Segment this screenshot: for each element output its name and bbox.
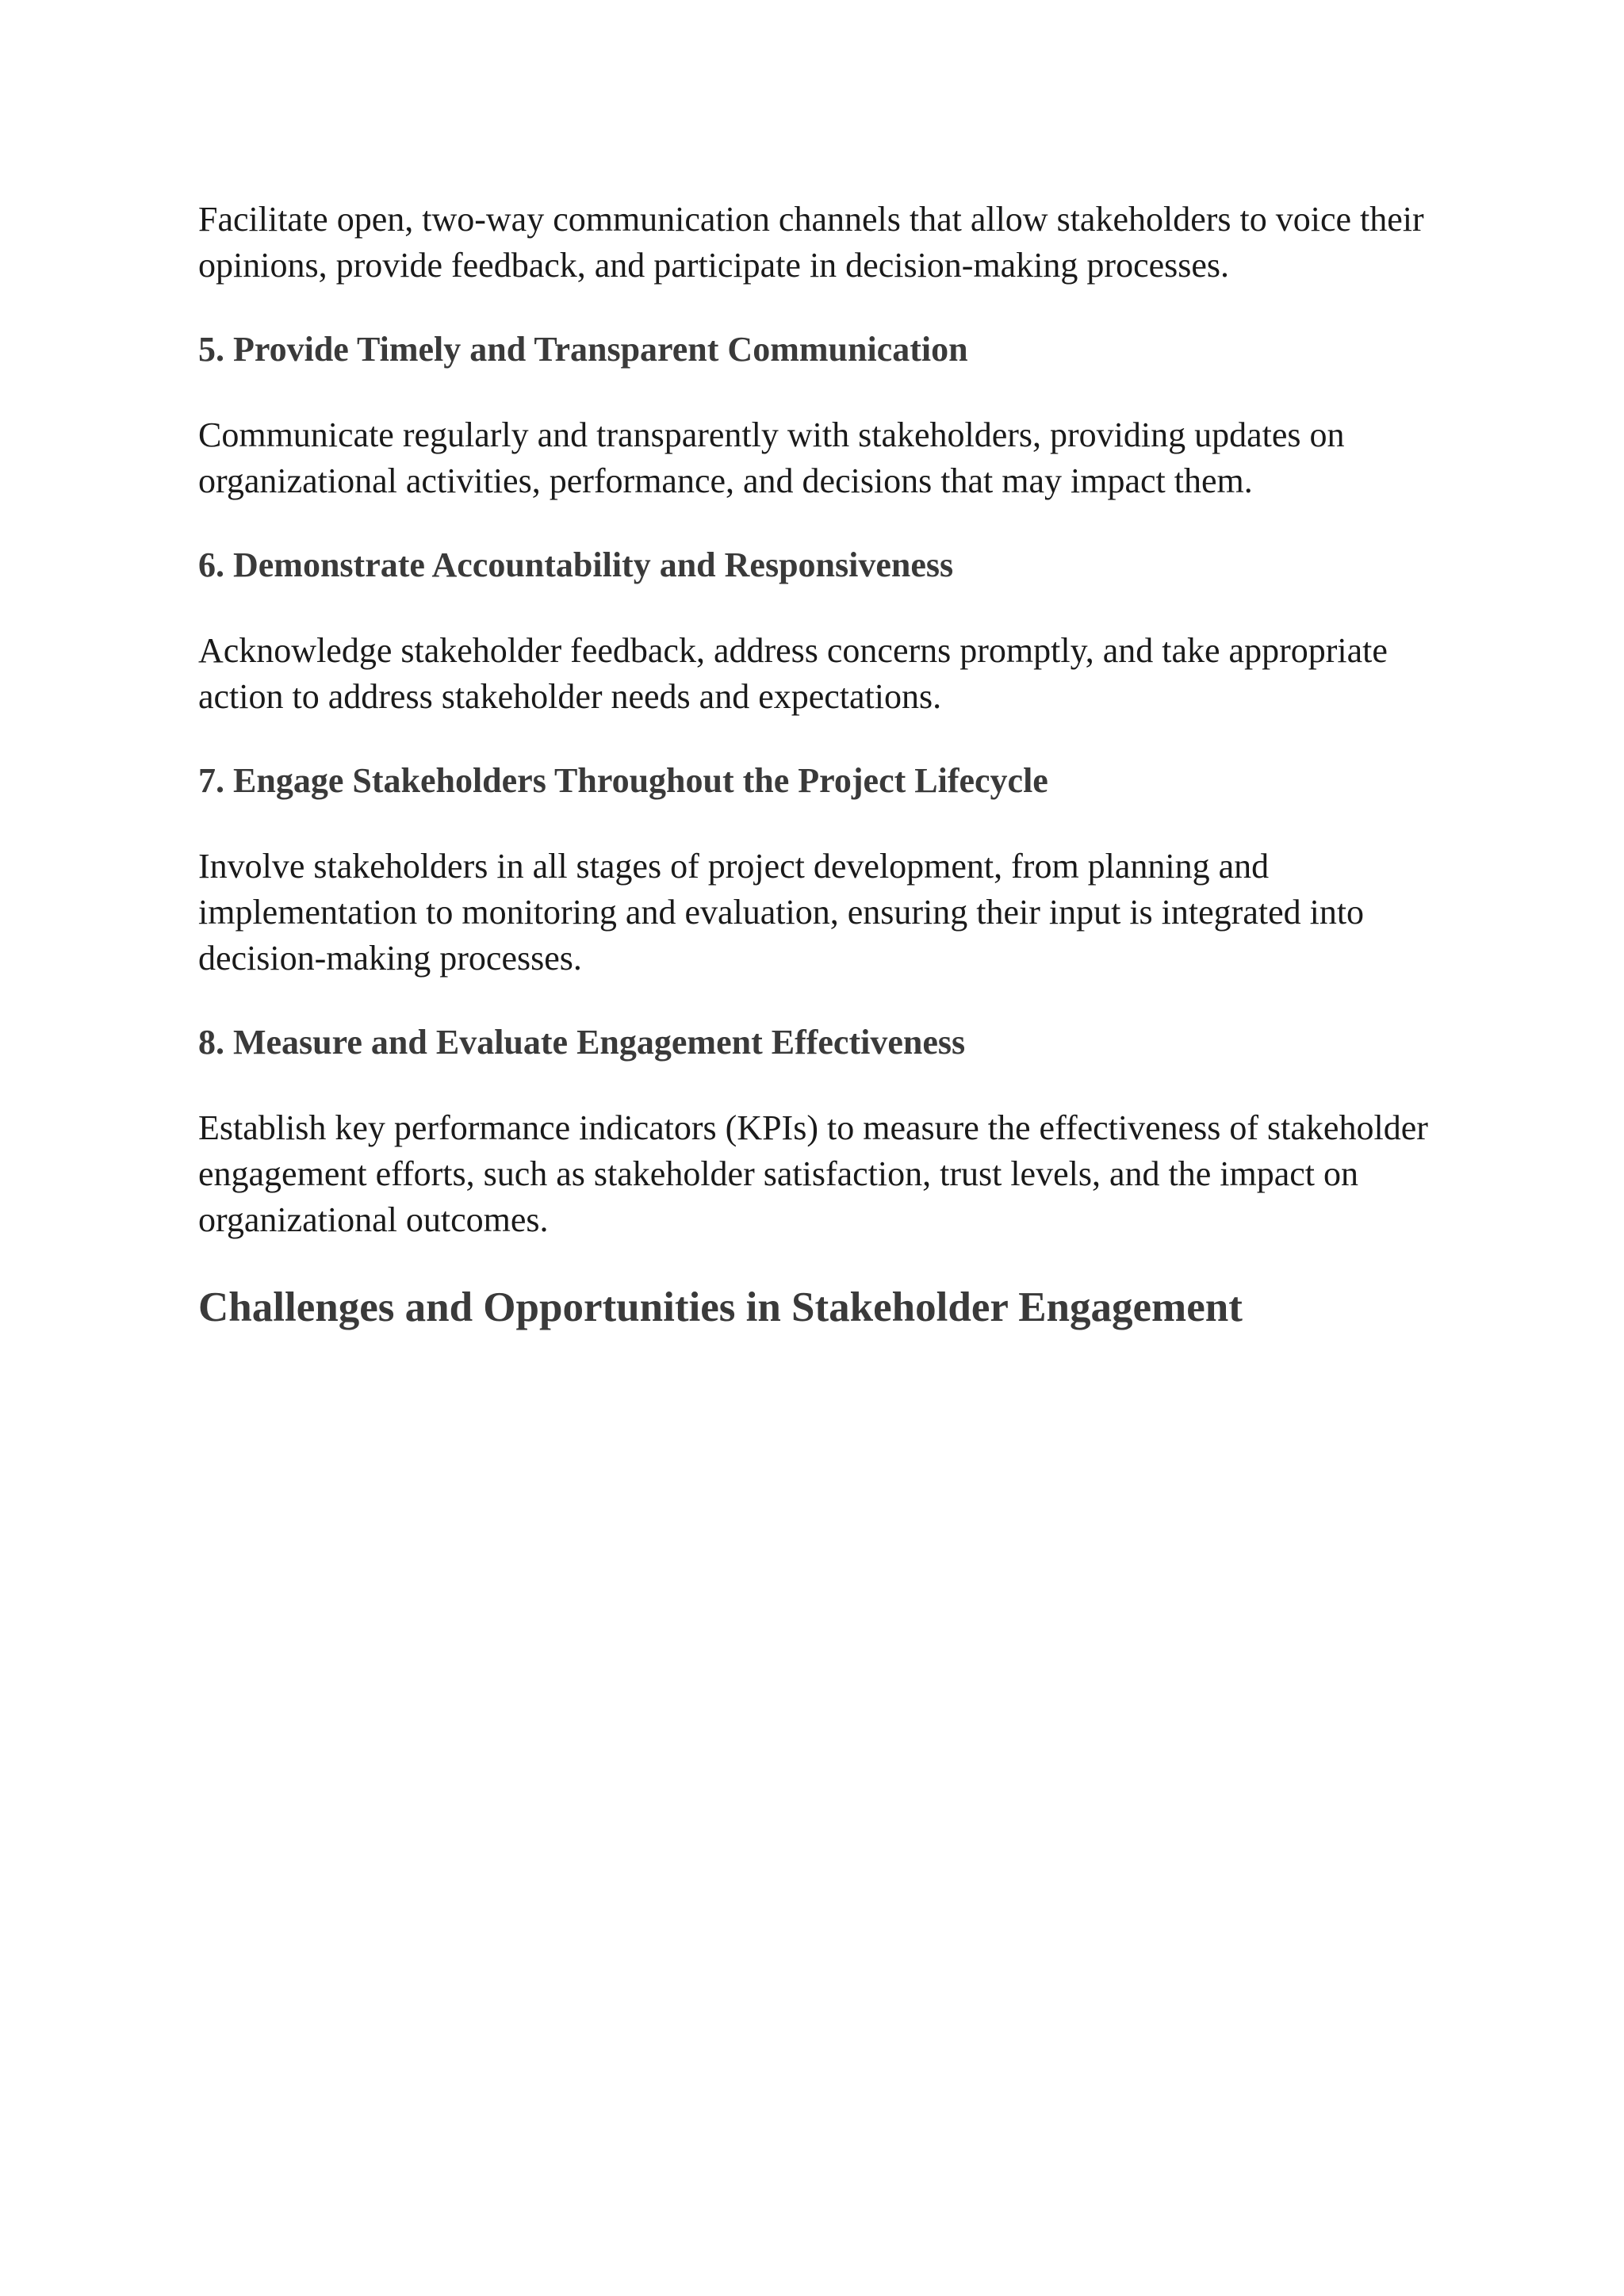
challenges-heading: Challenges and Opportunities in Stakeholder Engagement (198, 1284, 1243, 1330)
section-body-7: Involve stakeholders in all stages of project development, from planning and implementation to monitoring and evaluation, ensuring their input is integrated into decision-making processes. (198, 847, 1365, 978)
section-heading-8: 8. Measure and Evaluate Engagement Effectiveness (198, 1023, 966, 1062)
section-heading-5: 5. Provide Timely and Transparent Communication (198, 330, 968, 369)
section-body-5: Communicate regularly and transparently with stakeholders, providing updates on organizational activities, performance, and decisions that may impact them. (198, 415, 1345, 500)
section-body-6: Acknowledge stakeholder feedback, address concerns promptly, and take appropriate action to address stakeholder needs and expectations. (198, 631, 1388, 716)
page-content (198, 197, 1435, 1334)
section-body-8: Establish key performance indicators (KPIs) to measure the effectiveness of stakeholder engagement efforts, such as stakeholder satisfaction, trust levels, and the impact on organizational outcomes. (198, 1108, 1428, 1239)
section-heading-6: 6. Demonstrate Accountability and Responsiveness (198, 545, 954, 584)
section-heading-7: 7. Engage Stakeholders Throughout the Project Lifecycle (198, 761, 1048, 800)
intro-paragraph: Facilitate open, two-way communication channels that allow stakeholders to voice their opinions, provide feedback, and participate in decision-making processes. (198, 200, 1424, 285)
